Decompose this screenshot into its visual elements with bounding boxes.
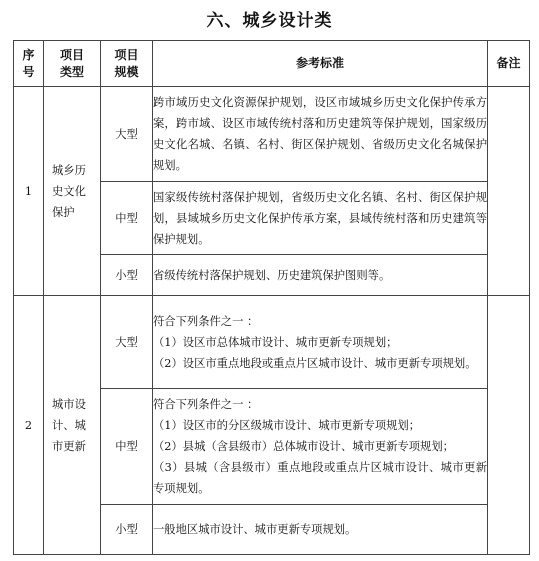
row-note bbox=[488, 87, 530, 296]
header-standard: 参考标准 bbox=[153, 41, 488, 87]
row-note bbox=[488, 296, 530, 555]
row-standard: 省级传统村落保护规划、历史建筑保护图则等。 bbox=[153, 255, 488, 296]
header-note: 备注 bbox=[488, 41, 530, 87]
row-type: 城乡历史文化保护 bbox=[44, 87, 101, 296]
row-standard: 国家级传统村落保护规划，省级历史文化名镇、名村、街区保护规划，县域城乡历史文化保护传承方案，县域传统村落和历史建筑等保护规划。 bbox=[153, 182, 488, 255]
standards-table bbox=[13, 40, 530, 555]
row-scale: 大型 bbox=[101, 87, 153, 182]
row-seq: 1 bbox=[14, 87, 44, 296]
row-type: 城市设计、城市更新 bbox=[44, 296, 101, 555]
page-title: 六、城乡设计类 bbox=[206, 11, 333, 31]
row-standard: 符合下列条件之一 ： （1）设区市的分区级城市设计、城市更新专项规划； （2）县城（含县级市）总体城市设计、城市更新专项规划； （3）县城（含县级市）重点地段或重点片区城市设计、城市更新专项规划。 bbox=[153, 389, 488, 505]
row-standard: 跨市域历史文化资源保护规划，设区市域城乡历史文化保护传承方案，跨市域、设区市域传统村落和历史建筑等保护规划，国家级历史文化名城、名镇、名村、街区保护规划、省级历史文化名城保护规划。 bbox=[153, 87, 488, 182]
row-scale: 大型 bbox=[101, 296, 153, 389]
header-type: 项目类型 bbox=[44, 41, 101, 87]
row-scale: 小型 bbox=[101, 505, 153, 555]
row-scale: 中型 bbox=[101, 389, 153, 505]
row-standard: 符合下列条件之一 ： （1）设区市总体城市设计、城市更新专项规划； （2）设区市重点地段或重点片区城市设计、城市更新专项规划。 bbox=[153, 296, 488, 389]
header-seq: 序号 bbox=[14, 41, 44, 87]
table-row bbox=[14, 296, 530, 389]
row-scale: 中型 bbox=[101, 182, 153, 255]
row-seq: 2 bbox=[14, 296, 44, 555]
header-scale: 项目规模 bbox=[101, 41, 153, 87]
row-standard: 一般地区城市设计、城市更新专项规划。 bbox=[153, 505, 488, 555]
table-row bbox=[14, 87, 530, 182]
row-scale: 小型 bbox=[101, 255, 153, 296]
table-header-row bbox=[14, 41, 530, 87]
